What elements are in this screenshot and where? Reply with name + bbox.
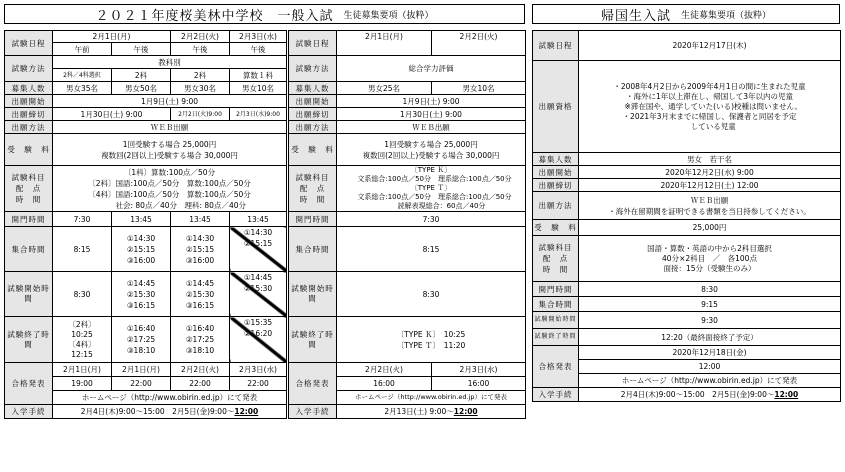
- label-gate: 開門時間: [289, 212, 337, 227]
- fee-line: 複数回(2回以上)受験する場合 30,000円: [362, 150, 500, 160]
- time-slot: ①14:30: [243, 228, 273, 237]
- app-method: ＷＥＢ出願: [690, 195, 729, 205]
- eligibility-line: ・2021年3月末までに帰国し、保護者と同居を予定: [622, 111, 797, 121]
- result-time: 22:00: [171, 377, 230, 391]
- capacity-cell: 男女30名: [171, 82, 230, 95]
- label-app-method: 出願方法: [5, 121, 53, 134]
- fee-line: 複数回(2回以上)受験する場合 30,000円: [101, 150, 238, 160]
- gate-cell: 7:30: [53, 212, 112, 227]
- session-cell: 午後: [171, 43, 230, 56]
- time-slot: ②15:30: [185, 289, 215, 299]
- label-subjects: 試験科目: [295, 173, 330, 182]
- result-date: 2020年12月18日(金): [579, 346, 841, 360]
- result-web: ホームページ（http://www.obirin.ed.jp）にて発表: [337, 391, 526, 405]
- end-line: 12:15: [71, 349, 93, 359]
- procedure-text: 2月13日(土) 9:00～: [384, 407, 454, 416]
- label-app-start: 出願開始: [289, 95, 337, 108]
- result-day: 2月3日(水): [432, 363, 526, 377]
- end-line: 〔2科〕: [68, 319, 96, 329]
- result-time: 22:00: [112, 377, 171, 391]
- session-cell: 午後: [112, 43, 171, 56]
- label-schedule: 試験日程: [289, 31, 337, 56]
- time-slot: ②15:15: [185, 244, 215, 254]
- day-cell: 2月1日(月): [337, 31, 432, 56]
- label-capacity: 募集人数: [5, 82, 53, 95]
- gather-cell: 9:15: [579, 297, 841, 312]
- label-procedure: 入学手続: [289, 405, 337, 419]
- time-slot: ③16:15: [185, 300, 215, 310]
- end-line: 10:25: [71, 329, 93, 339]
- end-line: 〔4科〕: [68, 339, 96, 349]
- fee-cell: 25,000円: [579, 220, 841, 236]
- label-result: 合格発表: [5, 363, 53, 405]
- method-cell: 総合学力評価: [337, 56, 526, 82]
- time-slot-reduced: [230, 272, 287, 317]
- capacity-cell: 男女10名: [432, 82, 526, 95]
- app-method: ＷＥＢ出願: [53, 121, 287, 134]
- label-start: 試験開始時間: [5, 272, 53, 317]
- label-result: 合格発表: [533, 346, 579, 388]
- label-time: 時 間: [15, 195, 42, 204]
- time-slot: ①14:30: [126, 233, 156, 243]
- subject-line: 読解表現総合：60点／40分: [376, 202, 486, 210]
- label-subjects: 試験科目: [538, 243, 573, 252]
- label-gather: 集合時間: [5, 227, 53, 272]
- procedure-deadline: 12:00: [234, 407, 259, 416]
- label-app-end: 出願締切: [533, 179, 579, 192]
- label-gate: 開門時間: [5, 212, 53, 227]
- time-slot: ①14:30: [185, 233, 215, 243]
- general-title-banner: [4, 4, 525, 24]
- subject-line: 国語・算数・英語の中から2科目選択: [647, 243, 772, 253]
- label-app-method: 出願方法: [533, 192, 579, 220]
- gate-cell: 8:30: [579, 282, 841, 297]
- time-slot: ②16:20: [243, 329, 273, 338]
- subject-line: 〔2科〕国語:100点／50分 算数:100点／50分: [88, 178, 251, 188]
- label-procedure: 入学手続: [533, 388, 579, 402]
- label-method: 試験方法: [5, 56, 53, 82]
- label-fee: 受 験 料: [533, 220, 579, 236]
- time-slot: ②15:30: [243, 284, 273, 293]
- start-cell: 9:30: [579, 312, 841, 329]
- procedure-text: 2月4日(木)9:00～15:00 2月5日(金)9:00～: [620, 390, 775, 399]
- returnee-title: 帰国生入試: [600, 8, 671, 24]
- returnee-table: [532, 30, 841, 402]
- label-procedure: 入学手続: [5, 405, 53, 419]
- method-top: 教科別: [53, 56, 287, 69]
- method-cell: 2科／4科選択: [53, 69, 112, 82]
- returnee-subtitle: 生徒募集要項（抜粋）: [681, 10, 772, 21]
- time-slot: ③18:10: [185, 346, 215, 355]
- eligibility-line: ※滞在国や、通学していた(いる)校種は問いません。: [617, 101, 802, 111]
- time-slot: ②15:15: [243, 239, 273, 248]
- time-slot: ②15:30: [126, 289, 156, 299]
- result-time: 16:00: [337, 377, 432, 391]
- label-end: 試験終了時間: [5, 317, 53, 363]
- result-day: 2月2日(火): [171, 363, 230, 377]
- capacity-cell: 男女35名: [53, 82, 112, 95]
- time-slot: ③16:00: [126, 255, 156, 265]
- label-capacity: 募集人数: [533, 153, 579, 166]
- procedure-text: 2月4日(木)9:00～15:00 2月5日(金)9:00～: [80, 407, 235, 416]
- label-gather: 集合時間: [289, 227, 337, 272]
- app-method: ＷＥＢ出願: [337, 121, 526, 134]
- subject-line: 文系総合:100点／50分 理系総合:100点／50分: [350, 175, 512, 183]
- gather-cell: 8:15: [337, 227, 526, 272]
- procedure-deadline: 12:00: [453, 407, 478, 416]
- label-points: 配 点: [15, 184, 42, 193]
- app-start: 1月9日(土) 9:00: [337, 95, 526, 108]
- method-cell: 2科: [112, 69, 171, 82]
- capacity-cell: 男女25名: [337, 82, 432, 95]
- result-time: 19:00: [53, 377, 112, 391]
- time-slot: ①14:45: [185, 278, 215, 288]
- result-day: 2月2日(火): [337, 363, 432, 377]
- label-gate: 開門時間: [533, 282, 579, 297]
- app-start: 1月9日(土) 9:00: [53, 95, 287, 108]
- fee-line: 1回受験する場合 25,000円: [384, 139, 478, 149]
- gate-cell: 13:45: [171, 212, 230, 227]
- result-day: 2月1日(月): [53, 363, 112, 377]
- end-line: 〔TYPE Ｋ〕 10:25: [396, 329, 466, 339]
- result-day: 2月3日(水): [230, 363, 287, 377]
- subject-line: 〔TYPE Ｋ〕: [410, 166, 452, 174]
- eligibility-line: ・2008年4月2日から2009年4月1日の間に生まれた児童: [613, 81, 806, 91]
- method-cell: 2科: [171, 69, 230, 82]
- start-cell: 8:30: [337, 272, 526, 317]
- label-fee: 受 験 料: [5, 134, 53, 166]
- day-cell: 2月3日(水): [230, 31, 287, 43]
- label-app-end: 出願締切: [5, 108, 53, 121]
- gate-cell: 13:45: [230, 212, 287, 227]
- result-time: 12:00: [579, 360, 841, 374]
- subject-line: 〔1科〕算数:100点／50分: [123, 167, 216, 177]
- app-end-cell: 2月2日(火)9:00: [171, 108, 230, 121]
- schedule-cell: 2020年12月17日(木): [579, 31, 841, 61]
- gate-cell: 7:30: [337, 212, 526, 227]
- result-day: 2月1日(月): [112, 363, 171, 377]
- label-result: 合格発表: [289, 363, 337, 405]
- time-slot: ③16:00: [185, 255, 215, 265]
- label-subjects: 試験科目: [11, 173, 46, 182]
- day-cell: 2月1日(月): [53, 31, 171, 43]
- session-cell: 午前: [53, 43, 112, 56]
- label-app-start: 出願開始: [5, 95, 53, 108]
- general-subtitle: 生徒募集要項（抜粋）: [343, 10, 434, 21]
- label-fee: 受 験 料: [289, 134, 337, 166]
- app-start: 2020年12月2日(水) 9:00: [579, 166, 841, 179]
- day-cell: 2月2日(火): [432, 31, 526, 56]
- app-end-cell: 2月3日(水)9:00: [230, 108, 287, 121]
- result-web: ホームページ（http://www.obirin.ed.jp）にて発表: [579, 374, 841, 388]
- label-schedule: 試験日程: [533, 31, 579, 61]
- general-title: ２０２１年度桜美林中学校 一般入試: [95, 8, 334, 24]
- subject-line: 文系総合:100点／50分 理系総合:100点／50分: [350, 193, 512, 201]
- label-start: 試験開始時間: [289, 272, 337, 317]
- time-slot: ①15:35: [243, 318, 273, 327]
- general-comprehensive-table: [288, 30, 526, 419]
- label-points: 配 点: [299, 184, 326, 193]
- eligibility-line: ・海外に1年以上滞在し、帰国して3年以内の児童: [625, 91, 794, 101]
- label-schedule: 試験日程: [5, 31, 53, 56]
- app-end-cell: 1月30日(土) 9:00: [53, 108, 171, 121]
- general-subject-table: [4, 30, 287, 419]
- label-method: 試験方法: [289, 56, 337, 82]
- label-app-method: 出願方法: [289, 121, 337, 134]
- label-time: 時 間: [299, 195, 326, 204]
- label-app-start: 出願開始: [533, 166, 579, 179]
- label-eligibility: 出願資格: [533, 61, 579, 153]
- capacity-cell: 男女 若干名: [579, 153, 841, 166]
- label-end: 試験終了時間: [533, 329, 579, 346]
- session-cell: 午後: [230, 43, 287, 56]
- time-slot: ②17:25: [126, 335, 156, 344]
- gate-cell: 13:45: [112, 212, 171, 227]
- returnee-title-banner: [532, 4, 840, 24]
- time-slot: ②15:15: [126, 244, 156, 254]
- capacity-cell: 男女50名: [112, 82, 171, 95]
- subject-line: 〔TYPE Ｔ〕: [410, 184, 452, 192]
- label-end: 試験終了時間: [289, 317, 337, 363]
- app-note: ・海外在留期間を証明できる書類を当日持参してください。: [608, 206, 811, 216]
- label-time: 時 間: [542, 265, 569, 274]
- end-line: 〔TYPE Ｔ〕 11:20: [396, 340, 466, 350]
- time-slot: ①16:40: [185, 324, 215, 333]
- time-slot: ①14:45: [243, 273, 273, 282]
- label-start: 試験開始時間: [533, 312, 579, 329]
- time-slot-reduced: [230, 317, 287, 363]
- label-gather: 集合時間: [533, 297, 579, 312]
- subject-line: 40分×2科目 ／ 各100点: [662, 253, 757, 263]
- label-capacity: 募集人数: [289, 82, 337, 95]
- app-end: 1月30日(土) 9:00: [337, 108, 526, 121]
- subject-line: 社会: 80点／40分 理科: 80点／40分: [93, 200, 246, 210]
- time-slot: ①14:45: [126, 278, 156, 288]
- capacity-cell: 男女10名: [230, 82, 287, 95]
- result-web: ホームページ（http://www.obirin.ed.jp）にて発表: [53, 391, 287, 405]
- start-first: 8:30: [53, 272, 112, 317]
- end-cell: 12:20（最終面接終了予定）: [579, 329, 841, 346]
- result-time: 16:00: [432, 377, 526, 391]
- result-time: 22:00: [230, 377, 287, 391]
- time-slot: ③16:15: [126, 300, 156, 310]
- day-cell: 2月2日(火): [171, 31, 230, 43]
- subject-line: 面接：15分（受験生のみ）: [663, 263, 756, 273]
- procedure-deadline: 12:00: [774, 390, 799, 399]
- time-slot: ②17:25: [185, 335, 215, 344]
- subject-line: 〔4科〕国語:100点／50分 算数:100点／50分: [88, 189, 251, 199]
- method-cell: 算数１科: [230, 69, 287, 82]
- label-app-end: 出願締切: [289, 108, 337, 121]
- time-slot-reduced: [230, 227, 287, 272]
- time-slot: ③18:10: [126, 346, 156, 355]
- app-end: 2020年12月12日(土) 12:00: [579, 179, 841, 192]
- fee-line: 1回受験する場合 25,000円: [122, 139, 217, 149]
- gather-first: 8:15: [53, 227, 112, 272]
- eligibility-line: している児童: [683, 121, 736, 131]
- time-slot: ①16:40: [126, 324, 156, 333]
- label-points: 配 点: [542, 254, 569, 263]
